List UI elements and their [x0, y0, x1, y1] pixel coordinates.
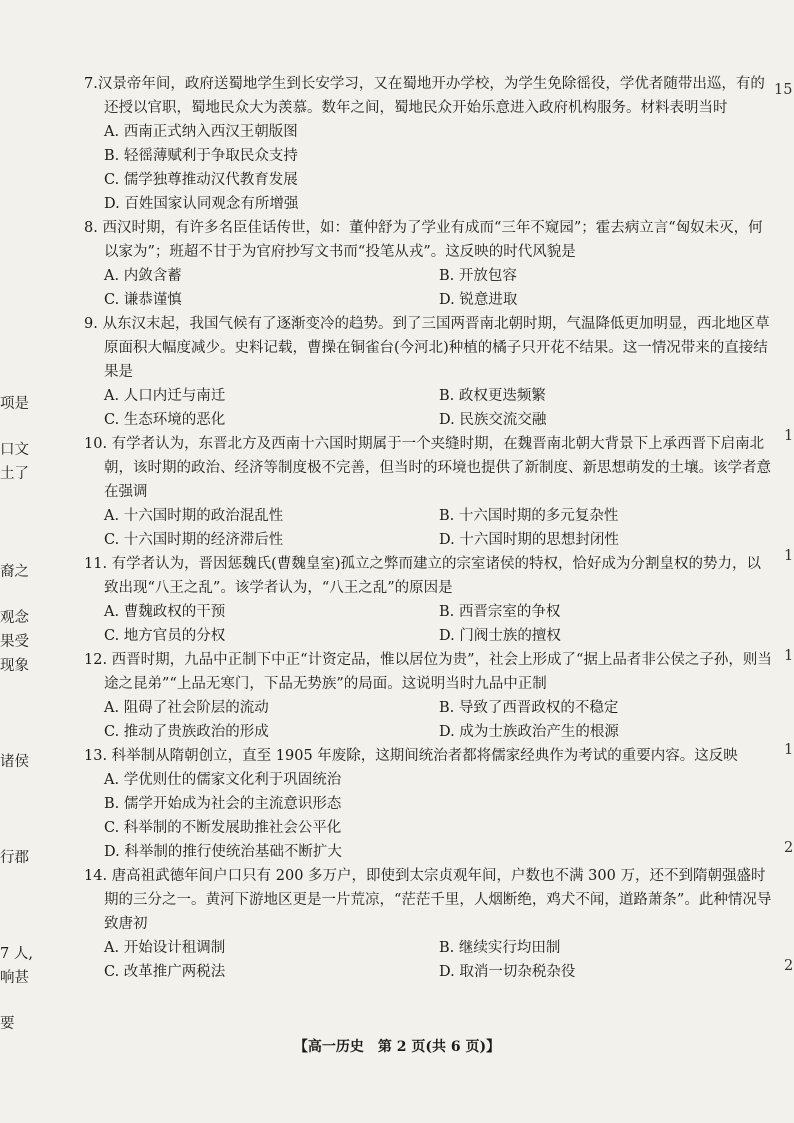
option-d: D. 门阀士族的擅权: [439, 628, 561, 644]
question-9: [84, 312, 774, 432]
option-a: A. 西南正式纳入西汉王朝版图: [104, 124, 298, 140]
fragment-text: 口文: [0, 442, 29, 458]
page-footer: 【高一历史 第 2 页(共 6 页)】: [293, 1039, 501, 1055]
fragment-text: 响甚: [0, 970, 29, 986]
fragment-text: 果受: [0, 634, 29, 650]
fragment-text: 现象: [0, 658, 29, 674]
question-stem: 7.汉景帝年间，政府送蜀地学生到长安学习，又在蜀地开办学校，为学生免除徭役，学优者随带出巡，有的还授以官职，蜀地民众大为羡慕。数年之间，蜀地民众开始乐意进入政府机构服务。材料表明当时: [84, 76, 765, 116]
options: [84, 696, 774, 744]
option-c: C. 地方官员的分权: [104, 628, 226, 644]
question-11: [84, 552, 774, 648]
options: [84, 768, 774, 864]
option-d: D. 成为士族政治产生的根源: [439, 724, 619, 740]
option-a: A. 阻碍了社会阶层的流动: [104, 700, 269, 716]
option-a: A. 人口内迁与南迁: [104, 388, 226, 404]
option-b: B. 开放包容: [439, 268, 517, 284]
question-13: [84, 744, 774, 864]
question-7: [84, 72, 774, 216]
options: [84, 936, 774, 984]
fragment-number: 1: [784, 742, 794, 758]
option-d: D. 民族交流交融: [439, 412, 547, 428]
question-stem: 12. 西晋时期，九品中正制下中正“计资定品，惟以居位为贵”，社会上形成了“据上品者非公侯之子孙，则当途之昆弟”“上品无寒门，下品无势族”的局面。这说明当时九品中正制: [84, 652, 772, 692]
option-c: C. 改革推广两税法: [104, 964, 226, 980]
fragment-text: 观念: [0, 610, 29, 626]
option-d: D. 取消一切杂税杂役: [439, 964, 576, 980]
option-a: A. 曹魏政权的干预: [104, 604, 226, 620]
fragment-text: 项是: [0, 396, 29, 412]
question-12: [84, 648, 774, 744]
question-list: [84, 72, 774, 984]
fragment-text: 7 人,: [0, 946, 33, 962]
question-stem: 8. 西汉时期，有许多名臣佳话传世，如：董仲舒为了学业有成而“三年不窥园”；霍去病立言“匈奴未灭，何以家为”；班超不甘于为官府抄写文书而“投笔从戎”。这反映的时代风貌是: [84, 220, 763, 260]
option-b: B. 儒学开始成为社会的主流意识形态: [104, 796, 342, 812]
question-8: [84, 216, 774, 312]
option-d: D. 科举制的推行使统治基础不断扩大: [104, 844, 342, 860]
option-d: D. 十六国时期的思想封闭性: [439, 532, 619, 548]
option-c: C. 谦恭谨慎: [104, 292, 182, 308]
option-d: D. 锐意进取: [439, 292, 518, 308]
option-a: A. 内敛含蓄: [104, 268, 182, 284]
options: [84, 264, 774, 312]
option-b: B. 西晋宗室的争权: [439, 604, 561, 620]
question-stem: 9. 从东汉末起，我国气候有了逐渐变冷的趋势。到了三国两晋南北朝时期，气温降低更加明显，西北地区草原面积大幅度减少。史料记载，曹操在铜雀台(今河北)种植的橘子只开花不结果。这一情况带来的直接结果是: [84, 316, 770, 380]
option-a: A. 开始设计租调制: [104, 940, 226, 956]
options: [84, 384, 774, 432]
fragment-number: 1: [784, 648, 794, 664]
option-b: B. 导致了西晋政权的不稳定: [439, 700, 619, 716]
fragment-number: 2: [784, 958, 794, 974]
fragment-number: 2: [784, 840, 794, 856]
fragment-text: 要: [0, 1016, 15, 1032]
fragment-text: 行郡: [0, 850, 29, 866]
option-a: A. 十六国时期的政治混乱性: [104, 508, 284, 524]
option-c: C. 生态环境的恶化: [104, 412, 226, 428]
fragment-number: 1: [784, 428, 794, 444]
question-stem: 14. 唐高祖武德年间户口只有 200 多万户，即使到太宗贞观年间，户数也不满 300 万，还不到隋朝强盛时期的三分之一。黄河下游地区更是一片荒凉，“茫茫千里，人烟断绝，鸡犬不闻，道路萧条”。此种情况导致唐初: [84, 868, 772, 932]
option-b: B. 十六国时期的多元复杂性: [439, 508, 619, 524]
option-b: B. 政权更迭频繁: [439, 388, 546, 404]
options: [84, 600, 774, 648]
question-stem: 10. 有学者认为，东晋北方及西南十六国时期属于一个夹缝时期，在魏晋南北朝大背景下上承西晋下启南北朝，该时期的政治、经济等制度极不完善，但当时的环境也提供了新制度、新思想萌发的土壤。该学者意在强调: [84, 436, 771, 500]
option-d: D. 百姓国家认同观念有所增强: [104, 196, 299, 212]
option-b: B. 继续实行均田制: [439, 940, 561, 956]
options: [84, 504, 774, 552]
option-c: C. 推动了贵族政治的形成: [104, 724, 269, 740]
option-c: C. 科举制的不断发展助推社会公平化: [104, 820, 342, 836]
option-a: A. 学优则仕的儒家文化利于巩固统治: [104, 772, 342, 788]
fragment-text: 诸侯: [0, 754, 29, 770]
question-stem: 13. 科举制从隋朝创立，直至 1905 年废除，这期间统治者都将儒家经典作为考试的重要内容。这反映: [84, 748, 738, 764]
fragment-text: 裔之: [0, 564, 29, 580]
option-c: C. 儒学独尊推动汉代教育发展: [104, 172, 298, 188]
fragment-number: 1: [784, 548, 794, 564]
fragment-text: 土了: [0, 466, 29, 482]
option-b: B. 轻徭薄赋利于争取民众支持: [104, 148, 298, 164]
question-stem: 11. 有学者认为，晋因惩魏氏(曹魏皇室)孤立之弊而建立的宗室诸侯的特权，恰好成为分割皇权的势力，以致出现“八王之乱”。该学者认为，“八王之乱”的原因是: [84, 556, 761, 596]
fragment-number: 15: [774, 82, 793, 98]
options: [84, 120, 774, 216]
question-10: [84, 432, 774, 552]
question-14: [84, 864, 774, 984]
option-c: C. 十六国时期的经济滞后性: [104, 532, 284, 548]
